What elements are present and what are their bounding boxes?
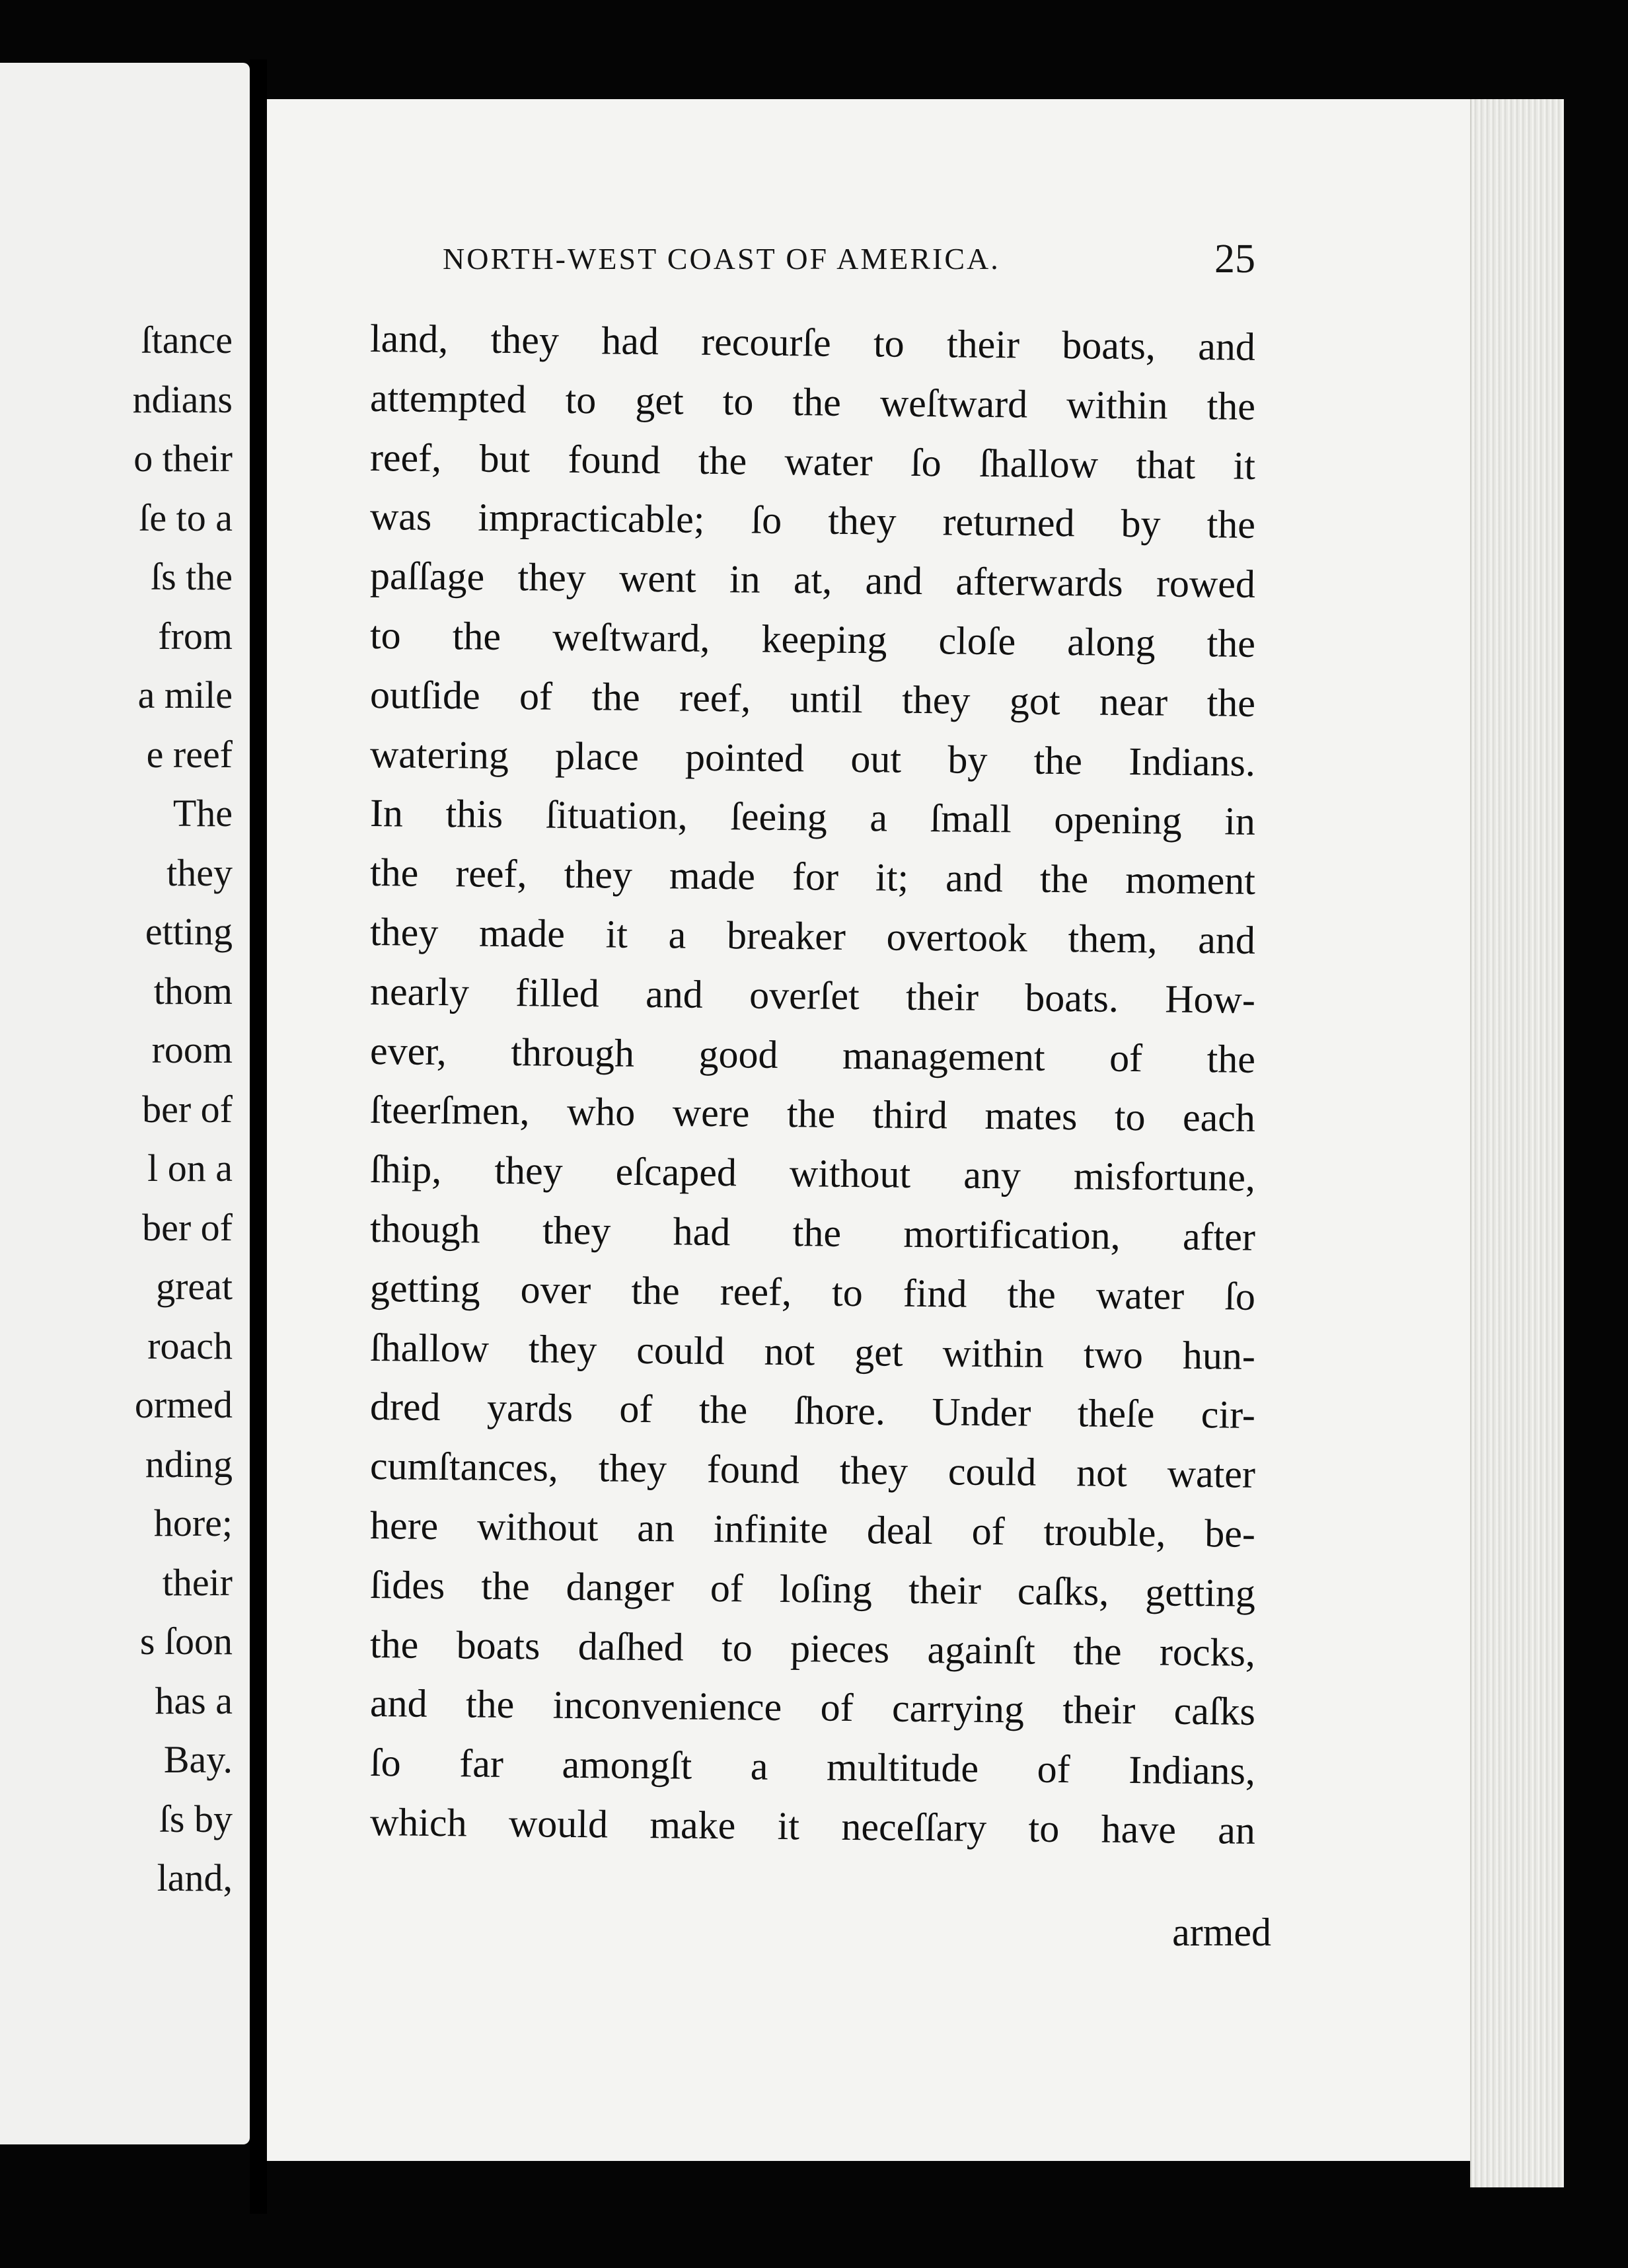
facing-line-fragment: a mile [137,673,233,716]
facing-line-fragment: ſtance [141,319,233,361]
facing-line-fragment: ſe to a [139,496,233,539]
facing-line-fragment: hore; [153,1501,233,1544]
text-line: watering place pointed out by the Indians. [369,732,1256,784]
text-line: the reef, they made for it; and the moment [369,850,1256,903]
facing-line-fragment: Bay. [163,1738,233,1781]
facing-line-fragment: roach [147,1324,233,1367]
catchword: armed [1172,1910,1271,1954]
facing-line-fragment: ſs the [150,555,233,598]
text-line: dred yards of the ſhore. Under theſe cir- [369,1384,1256,1437]
facing-line-fragment: land, [157,1856,233,1899]
text-line: ſhip, they eſcaped without any misfortune, [369,1147,1256,1200]
facing-line-fragment: e reef [146,732,233,776]
facing-page-text [15,311,233,1908]
facing-line-fragment: their [162,1560,233,1604]
facing-line-fragment: ſs by [159,1797,233,1840]
text-line: paſſage they went in at, and afterwards rowed [369,554,1256,607]
text-line: here without an infinite deal of trouble, be- [369,1503,1256,1556]
text-line: to the weſtward, keeping cloſe along the [369,613,1256,665]
facing-line-fragment: thom [153,969,233,1012]
facing-line-fragment: o their [133,437,233,480]
text-line: though they had the mortification, after [369,1206,1256,1259]
text-line: reef, but found the water ſo ſhallow that it [369,435,1256,488]
text-line: cumſtances, they found they could not water [369,1444,1256,1497]
page-header [443,233,1255,285]
running-head: NORTH-WEST COAST OF AMERICA. [443,242,1000,276]
facing-line-fragment: s ſoon [139,1620,233,1663]
facing-line-fragment: from [158,614,233,658]
book-gutter [250,59,267,2214]
facing-line-fragment: they [166,850,233,894]
text-line: nearly filled and overſet their boats. How- [369,969,1256,1022]
text-line: In this ſituation, ſeeing a ſmall opening in [369,791,1256,844]
text-line: and the inconvenience of carrying their caſks [369,1681,1256,1734]
text-line: ſhallow they could not get within two hun- [369,1325,1256,1378]
text-line: land, they had recourſe to their boats, and [369,317,1256,369]
facing-line-fragment: ormed [134,1383,233,1426]
text-line: the boats daſhed to pieces againſt the rocks, [369,1622,1256,1675]
facing-line-fragment: l on a [147,1147,233,1190]
text-line: ſides the danger of loſing their caſks, getting [369,1562,1256,1615]
text-line: ſteerſmen, who were the third mates to each [369,1088,1256,1141]
facing-line-fragment: great [156,1265,233,1308]
facing-line-fragment: etting [145,910,233,953]
facing-line-fragment: nding [145,1442,233,1486]
text-line: which would make it neceſſary to have an [369,1799,1256,1852]
body-text [370,309,1255,1852]
facing-line-fragment: ber of [142,1205,233,1249]
text-line: getting over the reef, to find the water ſo [369,1266,1256,1318]
text-line: they made it a breaker overtook them, and [369,909,1256,962]
text-line: outſide of the reef, until they got near the [369,672,1256,725]
facing-line-fragment: ber of [142,1087,233,1131]
facing-line-fragment: has a [155,1679,233,1722]
text-line: ſo far amongſt a multitude of Indians, [369,1741,1256,1793]
text-line: was impracticable; ſo they returned by the [369,494,1256,547]
facing-line-fragment: The [172,792,233,835]
facing-line-fragment: room [151,1028,233,1071]
page-edges [1470,99,1564,2187]
text-line: attempted to get to the weſtward within the [369,375,1256,428]
facing-page-left [0,63,250,2144]
text-line: ever, through good management of the [369,1028,1256,1081]
page-number: 25 [1214,237,1255,282]
facing-line-fragment: ndians [132,377,233,421]
